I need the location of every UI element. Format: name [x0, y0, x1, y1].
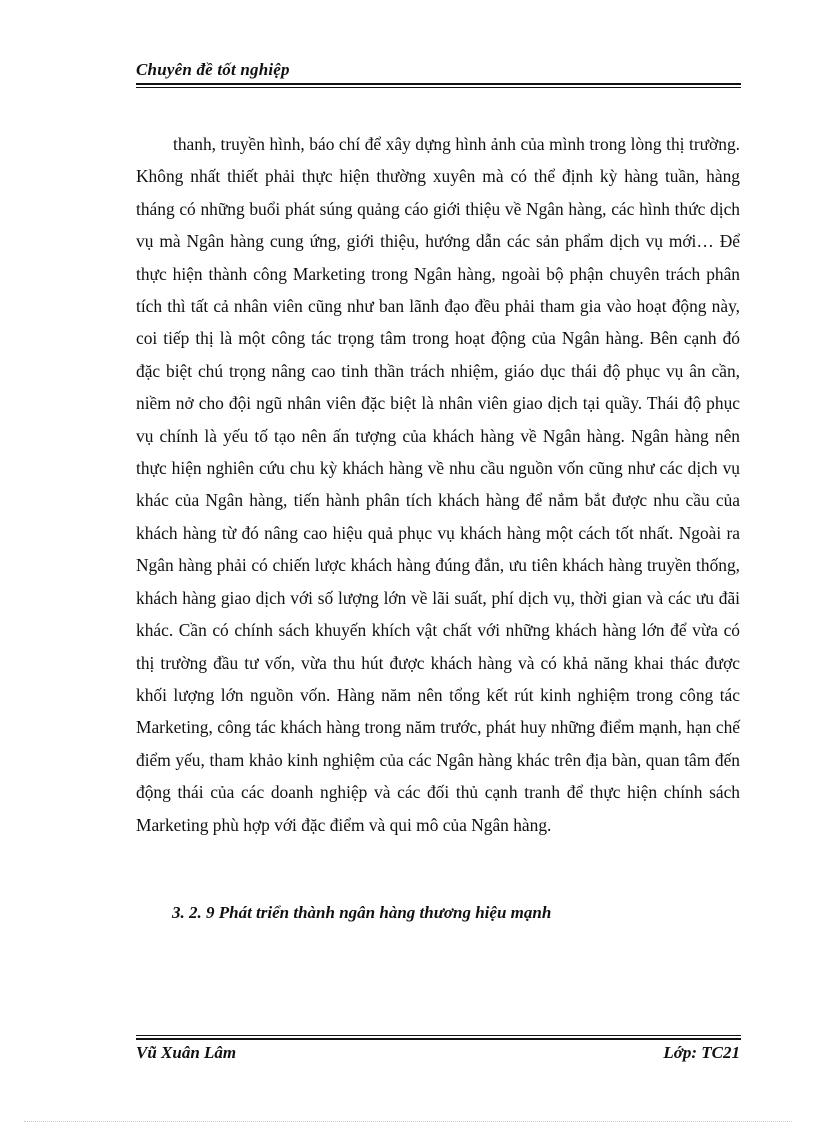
header-title: Chuyên đề tốt nghiệp: [136, 60, 290, 79]
header-rule-thick: [136, 83, 741, 85]
footer-rule-thick: [136, 1038, 741, 1040]
section-heading: 3. 2. 9 Phát triển thành ngân hàng thương hiệu mạnh: [172, 903, 552, 922]
footer-class-label: Lớp: TC21: [663, 1043, 740, 1062]
header-rule-thin: [136, 87, 741, 88]
body-paragraph: thanh, truyền hình, báo chí để xây dựng hình ảnh của mình trong lòng thị trường. Không nhất thiết phải thực hiện thường xuyên mà có thể định kỳ hàng tuần, hàng tháng có những buổi phát súng quảng cáo giới thiệu về Ngân hàng, các hình thức dịch vụ mà Ngân hàng cung ứng, giới thiệu, hướng dẫn các sản phẩm dịch vụ mới… Để thực hiện thành công Marketing trong Ngân hàng, ngoài bộ phận chuyên trách phân tích thì tất cả nhân viên cũng như ban lãnh đạo đều phải tham gia vào hoạt động này, coi tiếp thị là một công tác trọng tâm trong hoạt động của Ngân hàng. Bên cạnh đó đặc biệt chú trọng nâng cao tinh thần trách nhiệm, giáo dục thái độ phục vụ ân cần, niềm nở cho đội ngũ nhân viên đặc biệt là nhân viên giao dịch tại quầy. Thái độ phục vụ chính là yếu tố tạo nên ấn tượng của khách hàng về Ngân hàng. Ngân hàng nên thực hiện nghiên cứu chu kỳ khách hàng về nhu cầu nguồn vốn cũng như các dịch vụ khác của Ngân hàng, tiến hành phân tích khách hàng để nắm bắt được nhu cầu của khách hàng từ đó nâng cao hiệu quả phục vụ khách hàng một cách tốt nhất. Ngoài ra Ngân hàng phải có chiến lược khách hàng đúng đắn, ưu tiên khách hàng truyền thống, khách hàng giao dịch với số lượng lớn về lãi suất, phí dịch vụ, thời gian và các ưu đãi khác. Cần có chính sách khuyến khích vật chất với những khách hàng lớn để vừa có thị trường đầu tư vốn, vừa thu hút được khách hàng và có khả năng khai thác được khối lượng lớn nguồn vốn. Hàng năm nên tổng kết rút kinh nghiệm trong công tác Marketing, công tác khách hàng trong năm trước, phát huy những điểm mạnh, hạn chế điểm yếu, tham khảo kinh nghiệm của các Ngân hàng khác trên địa bàn, quan tâm đến động thái của các doanh nghiệp và các đối thủ cạnh tranh để thực hiện chính sách Marketing phù hợp với đặc điểm và qui mô của Ngân hàng.: [136, 134, 740, 835]
footer-author: Vũ Xuân Lâm: [136, 1043, 237, 1062]
footer-rule-thin: [136, 1035, 741, 1036]
page-edge-divider: [24, 1121, 792, 1122]
